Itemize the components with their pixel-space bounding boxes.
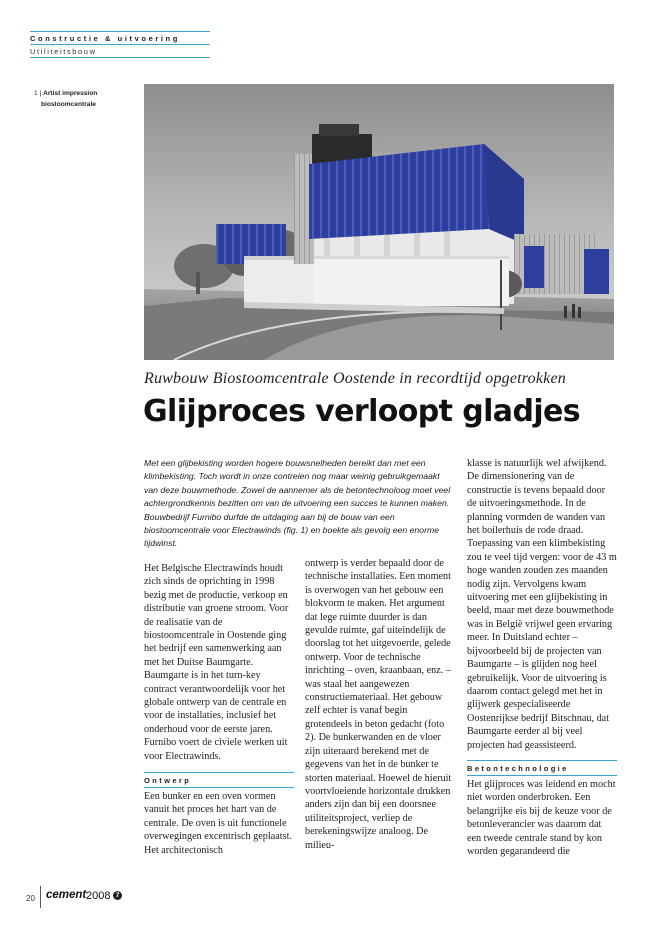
section-heading-ontwerp: Ontwerp: [144, 776, 192, 785]
body-column-1-continued: [144, 790, 294, 857]
section-heading-betontechnologie: Betontechnologie: [467, 764, 569, 773]
header-top-rule: [30, 31, 210, 32]
body-column-3-continued: [467, 778, 617, 858]
section-rule-bottom: [144, 787, 294, 788]
magazine-title: cement: [46, 889, 87, 901]
footer-divider: [40, 886, 41, 908]
figure-number: 1: [34, 90, 38, 97]
issue-badge: 7: [113, 891, 122, 900]
section-rule-top: [144, 772, 294, 773]
figure-caption-line2: biostoomcentrale: [41, 101, 96, 108]
artist-impression-image: [144, 84, 614, 360]
page-number: 20: [26, 894, 35, 903]
article-kicker: Ruwbouw Biostoomcentrale Oostende in recordtijd opgetrokken: [144, 370, 566, 387]
body-paragraph: klasse is natuurlijk wel afwijkend. De dimensionering van de constructie is tevens bepaald door de uitvoeringsmethode. In de planning vormden de wanden van het boilerhuis de rode draad. Toepassing van een klimbekisting zou te veel tijd vergen: voor de 43 m hoge wanden zouden zes maanden nodig zijn. Vervolgens kwam uitvoering met een glijbekisting in beeld, maar met deze bouwmethode was in België vrijwel geen ervaring meer. In Duitsland echter – bijvoorbeeld bij de projecten van Baumgarte – is glijden nog heel gebruikelijk. Voor de uitvoering is daarom contact gelegd met het in glijwerk gespecialiseerde Oostenrijkse bedrijf Bitschnau, dat Baumgarte eerder al bij veel projecten had geassisteerd.: [467, 458, 617, 751]
section-rule-bottom: [467, 775, 617, 776]
figure-caption-line1: Artist impression: [43, 90, 98, 97]
body-column-1: [144, 562, 294, 763]
magazine-year: 2008: [86, 890, 111, 902]
body-column-3: [467, 457, 617, 752]
figure-separator: |: [39, 90, 42, 97]
section-category: Constructie & uitvoering: [30, 34, 180, 43]
section-rule-top: [467, 760, 617, 761]
body-paragraph: Het Belgische Electrawinds houdt zich sinds de oprichting in 1998 bezig met de productie, verkoop en distributie van groene stroom. Voor de realisatie van de biostoomcentrale in Oostende ging het bedrijf een samenwerking aan met het Duitse Baumgarte. Baumgarte is in het turn-key contract verantwoordelijk voor het globale ontwerp van de centrale en voor de installaties, inclusief het onderhoud voor de eerste jaren. Furnibo voert de civiele werken uit voor Electrawinds.: [144, 563, 289, 762]
body-paragraph: Het glijproces was leidend en mocht niet worden onderbroken. Een belangrijke eis bij de keuze voor de betonleverancier was daarom dat een tweede centrale stand by kon worden gegarandeerd die: [467, 779, 616, 858]
figure-caption: [34, 88, 134, 110]
article-headline: Glijproces verloopt gladjes: [143, 394, 581, 429]
body-paragraph: ontwerp is verder bepaald door de technische installaties. Een moment is overwogen van het gebouw een blokvorm te maken. Het argument dat lege ruimte duurder is dan gevulde ruimte, gaf uiteindelijk de doorslag tot het uitgevoerde, gelede ontwerp. Voor de technische inrichting – oven, kraanbaan, enz. – was staal het aangewezen constructiemateriaal. Het gebouw zelf echter is vanaf begin grotendeels in beton gedacht (foto 2). De bunkerwanden en de vloer zijn uiteraard berekend met de gegevens van het in de bunker te storten materiaal. Hoewel de hieruit voortvloeiende horizontale drukken anders zijn dan bij een doorsnee utiliteitsproject, verliep de berekeningswijze analoog. De milieu-: [305, 558, 452, 851]
header-mid-rule: [30, 44, 210, 45]
body-column-2: [305, 557, 455, 852]
header-bottom-rule: [30, 57, 210, 58]
article-lead: Met een glijbekisting worden hogere bouwsnelheden bereikt dan met een klimbekisting. Toch wordt in onze contreien nog maar weinig gebruikgemaakt van deze bouwmethode. Zowel de aannemer als de betontechnoloog moet veel achtergrondkennis bezitten om van de uitvoering een succes te kunnen maken. Bouwbedrijf Furnibo durfde de uitdaging aan bij de bouw van een biostoomcentrale voor Electrawinds (fig. 1) en boekte als gevolg een enorme tijdwinst.: [144, 458, 451, 549]
section-subcategory: Utiliteitsbouw: [30, 47, 97, 56]
body-paragraph: Een bunker en een oven vormen vanuit het proces het hart van de centrale. De oven is uit functionele overwegingen excentrisch geplaatst. Het architectonisch: [144, 791, 292, 856]
